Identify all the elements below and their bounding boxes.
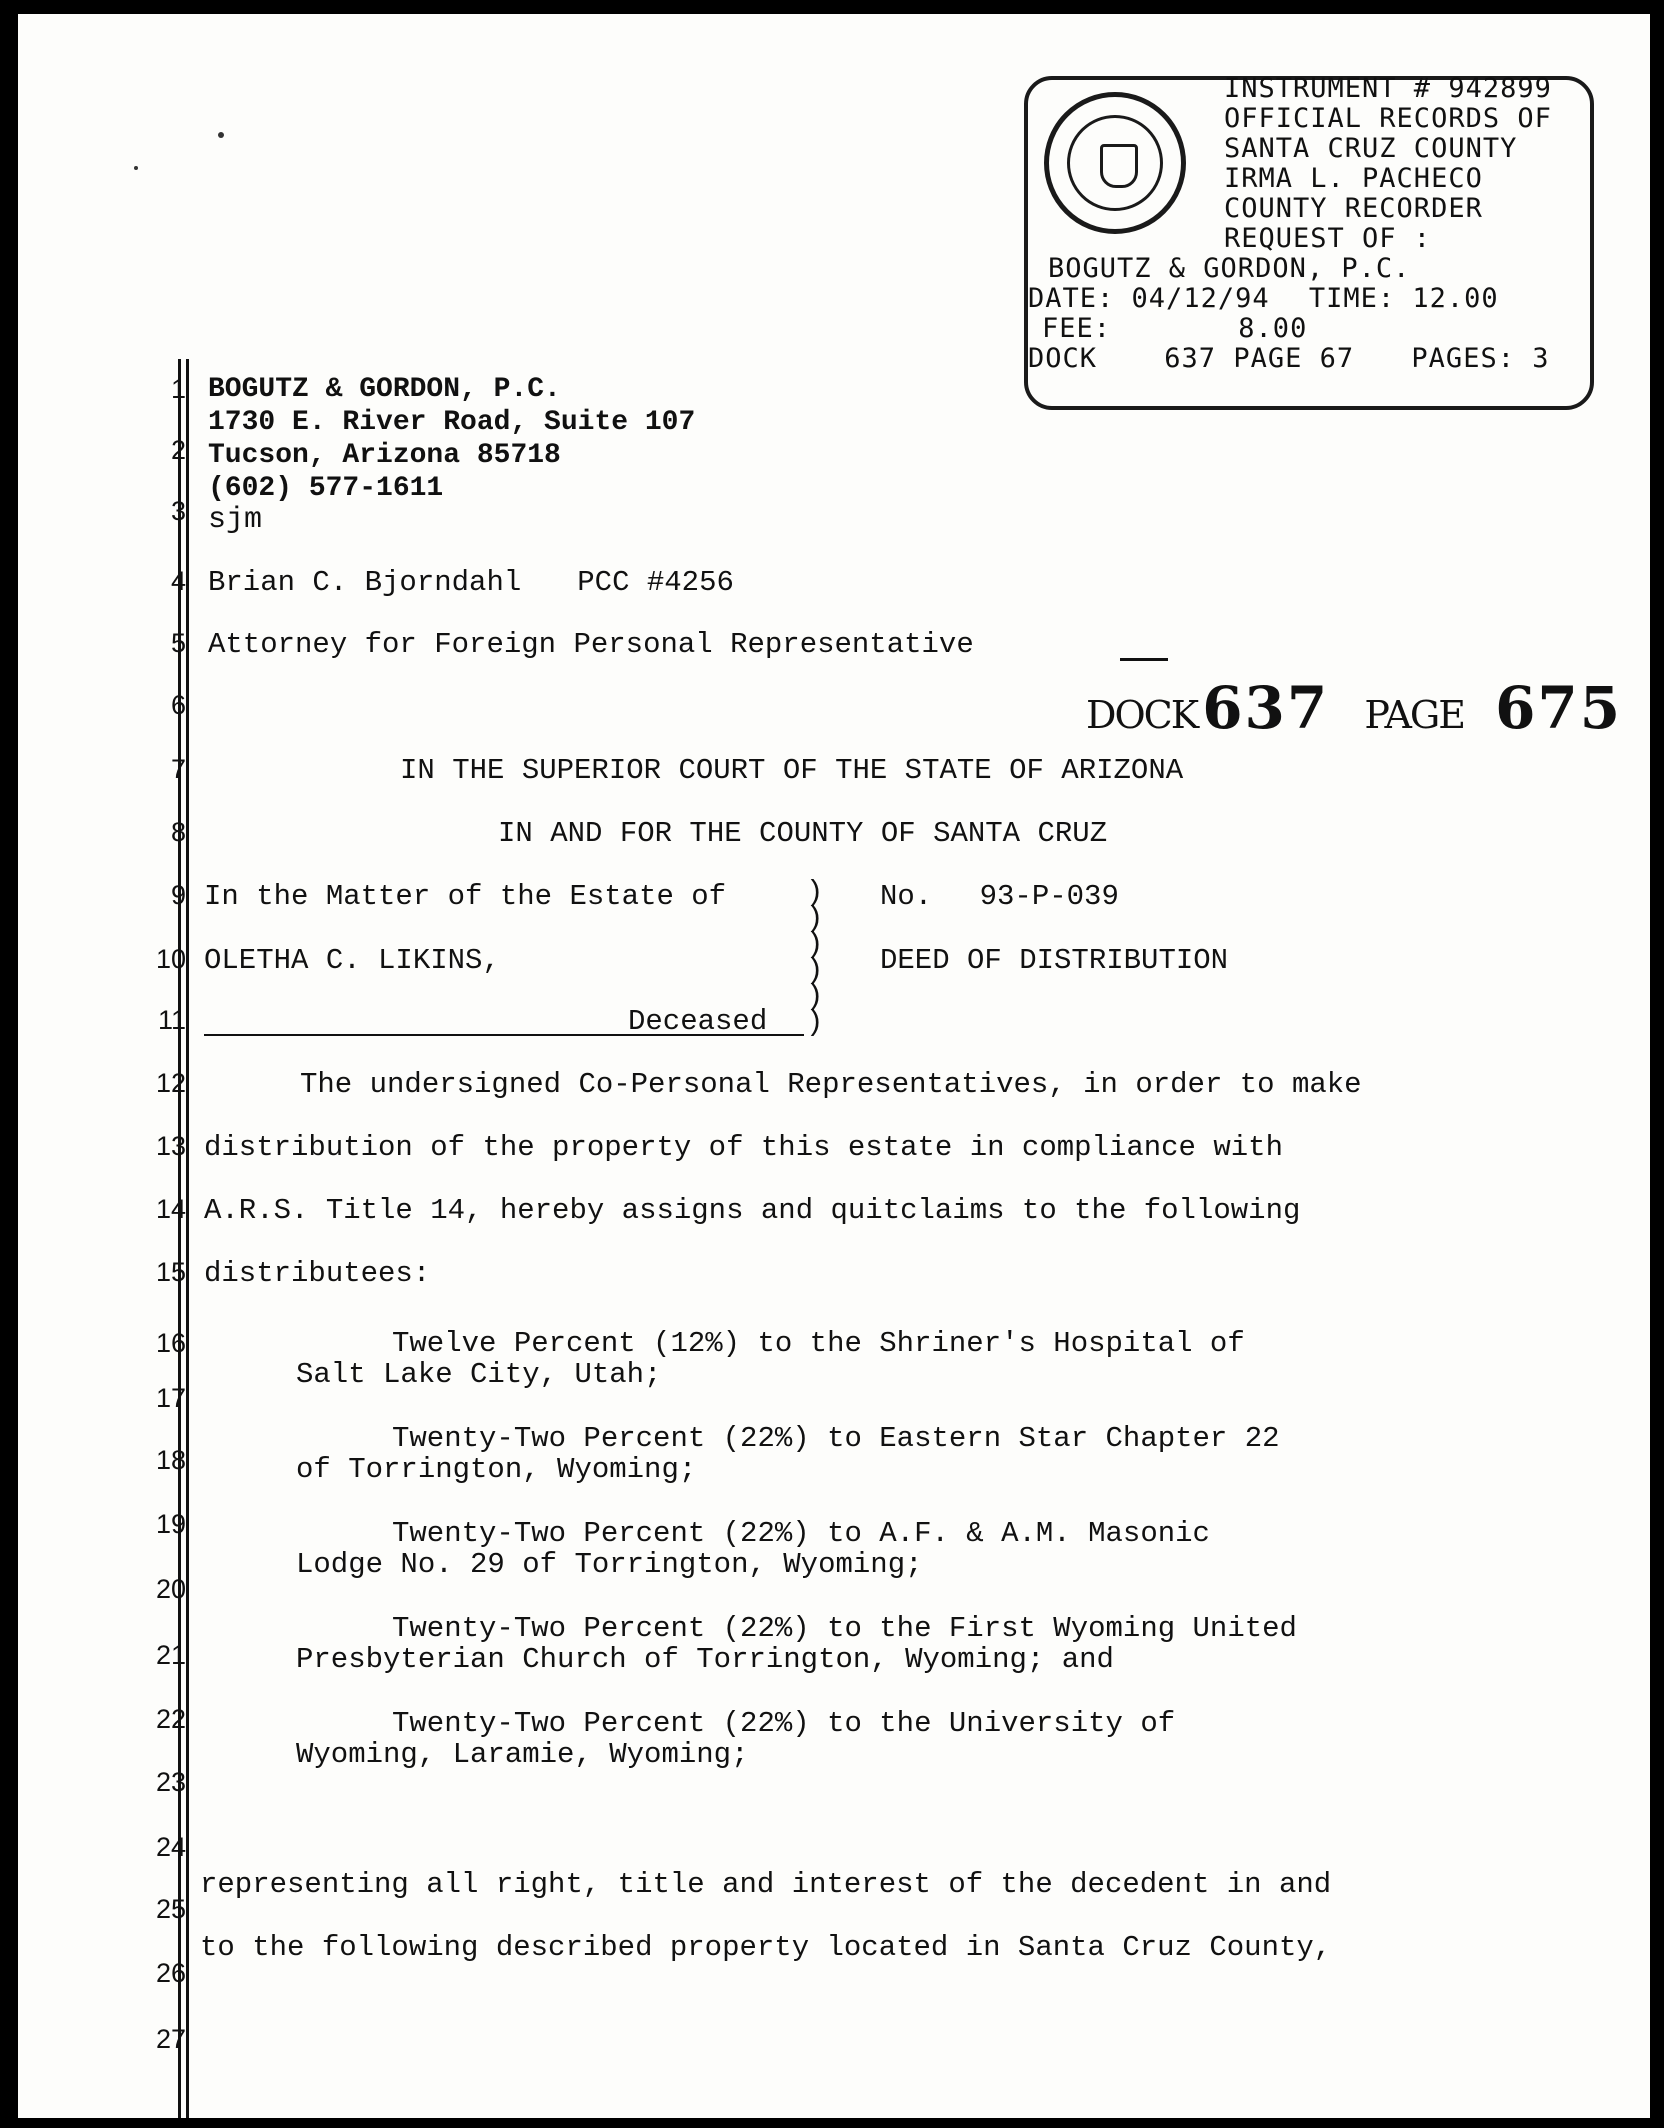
firm-phone: (602) 577-1611 (208, 473, 444, 504)
firm-address-2: Tucson, Arizona 85718 (208, 440, 561, 471)
line-number: 18 (155, 1445, 186, 1475)
line-number: 5 (170, 628, 186, 658)
line-number: 22 (155, 1704, 186, 1734)
stamp-fee-label: FEE: (1042, 313, 1112, 344)
book-page-stamp (1086, 674, 1622, 742)
distributee-line1: Twenty-Two Percent (22%) to the University of (392, 1707, 1176, 1740)
stamp-county: SANTA CRUZ COUNTY (1224, 133, 1518, 164)
line-number: 20 (155, 1574, 186, 1604)
stamp-fee-row (1042, 314, 1307, 344)
line-number: 14 (155, 1194, 186, 1224)
line-number: 2 (170, 435, 186, 465)
distributee-line1: Twenty-Two Percent (22%) to A.F. & A.M. Masonic (392, 1517, 1210, 1550)
line-number: 17 (155, 1383, 186, 1413)
line-number: 11 (157, 1005, 186, 1035)
line-number: 9 (170, 880, 186, 910)
distributee-line1: Twenty-Two Percent (22%) to the First Wyoming United (392, 1612, 1297, 1645)
line-number: 12 (155, 1068, 186, 1098)
margin-rule (186, 359, 189, 2118)
firm-name: BOGUTZ & GORDON, P.C. (208, 374, 561, 405)
attorney-role: Attorney for Foreign Personal Representative (208, 628, 974, 661)
body-para1-line2: distribution of the property of this estate in compliance with (204, 1131, 1283, 1164)
scan-speck (134, 166, 138, 170)
stamp-requester: BOGUTZ & GORDON, P.C. (1048, 253, 1411, 284)
attorney-line (208, 566, 734, 599)
stamp-date: 04/12/94 (1131, 283, 1270, 314)
stamp-page: 67 (1319, 343, 1355, 374)
line-number: 23 (155, 1767, 186, 1797)
distributee-line1: Twelve Percent (12%) to the Shriner's Hospital of (392, 1327, 1245, 1360)
body-para2-line1: representing all right, title and interest of the decedent in and (200, 1868, 1332, 1901)
line-number: 26 (155, 1958, 186, 1988)
stamp-fee: 8.00 (1238, 313, 1308, 344)
document-page (18, 14, 1650, 2118)
line-number: 13 (155, 1131, 186, 1161)
stamp-dock: 637 (1164, 343, 1217, 374)
distributee-item (296, 1423, 1360, 1485)
distributee-line2: Presbyterian Church of Torrington, Wyoming; and (296, 1643, 1114, 1676)
line-number: 7 (170, 754, 186, 784)
line-number: 1 (170, 374, 186, 404)
stamp-recorder-title: COUNTY RECORDER (1224, 193, 1483, 224)
stamp-pages: 3 (1532, 343, 1550, 374)
line-number: 27 (155, 2024, 186, 2054)
line-number: 21 (155, 1640, 186, 1670)
stamp-official: OFFICIAL RECORDS OF (1224, 103, 1552, 134)
stamp-recorder-name: IRMA L. PACHECO (1224, 163, 1483, 194)
county-seal-icon (1044, 92, 1186, 234)
body-para1-line3: A.R.S. Title 14, hereby assigns and quitclaims to the following (204, 1194, 1301, 1227)
stamp-request: REQUEST OF : (1224, 223, 1432, 254)
line-number: 8 (170, 817, 186, 847)
line-number: 19 (155, 1509, 186, 1539)
book-stamp-page: 675 (1495, 674, 1623, 742)
book-stamp-page-label: PAGE (1364, 693, 1464, 737)
stamp-dock-label: DOCK (1028, 343, 1098, 374)
line-number: 6 (170, 690, 186, 720)
caption-decedent: OLETHA C. LIKINS, (204, 944, 500, 977)
stamp-pages-label: PAGES: (1411, 343, 1515, 374)
court-heading-1: IN THE SUPERIOR COURT OF THE STATE OF ARIZONA (400, 754, 1184, 787)
stamp-time-label: TIME: (1308, 283, 1396, 314)
distributee-line2: Salt Lake City, Utah; (296, 1358, 662, 1391)
case-number: 93-P-039 (979, 880, 1119, 913)
body-para2-line2: to the following described property located in Santa Cruz County, (200, 1931, 1332, 1964)
line-number: 25 (155, 1894, 186, 1924)
stamp-page-label: PAGE (1233, 343, 1303, 374)
document-title: DEED OF DISTRIBUTION (880, 944, 1229, 977)
distributee-item (296, 1328, 1360, 1390)
line-number: 16 (155, 1328, 186, 1358)
line-number: 4 (170, 566, 186, 596)
typist-initials: sjm (208, 503, 263, 537)
case-number-row (880, 880, 1119, 913)
stamp-dash (1120, 658, 1168, 661)
line-number: 10 (155, 944, 186, 974)
distributee-item (296, 1518, 1360, 1580)
stamp-date-label: DATE: (1028, 283, 1115, 314)
line-number: 3 (170, 496, 186, 526)
line-number: 24 (155, 1832, 186, 1862)
distributee-item (296, 1708, 1360, 1770)
court-heading-2: IN AND FOR THE COUNTY OF SANTA CRUZ (498, 817, 1108, 850)
caption-matter: In the Matter of the Estate of (204, 880, 727, 913)
body-para1-line1: The undersigned Co-Personal Representatives, in order to make (300, 1068, 1362, 1101)
book-stamp-dock: 637 (1202, 674, 1330, 742)
caption-parens: ) ) ) ) ) ) (806, 876, 824, 1039)
line-number: 15 (155, 1257, 186, 1287)
distributee-item (296, 1613, 1360, 1675)
book-stamp-dock-label: DOCK (1086, 693, 1198, 737)
stamp-time: 12.00 (1412, 283, 1499, 314)
caption-deceased: Deceased (628, 1005, 768, 1038)
body-para1-line4: distributees: (204, 1257, 431, 1290)
distributee-line1: Twenty-Two Percent (22%) to Eastern Star Chapter 22 (392, 1422, 1280, 1455)
recording-stamp (1024, 73, 1594, 410)
firm-address-1: 1730 E. River Road, Suite 107 (208, 407, 696, 438)
scan-speck (218, 132, 224, 138)
distributee-line2: Wyoming, Laramie, Wyoming; (296, 1738, 749, 1771)
distributee-line2: of Torrington, Wyoming; (296, 1453, 697, 1486)
case-number-label: No. (880, 880, 933, 913)
stamp-dock-row (1028, 344, 1550, 374)
attorney-name: Brian C. Bjorndahl (208, 566, 522, 599)
attorney-bar-no: PCC #4256 (577, 566, 734, 599)
stamp-instrument: INSTRUMENT # 942899 (1224, 73, 1552, 104)
stamp-date-row (1028, 284, 1499, 314)
distributee-line2: Lodge No. 29 of Torrington, Wyoming; (296, 1548, 923, 1581)
